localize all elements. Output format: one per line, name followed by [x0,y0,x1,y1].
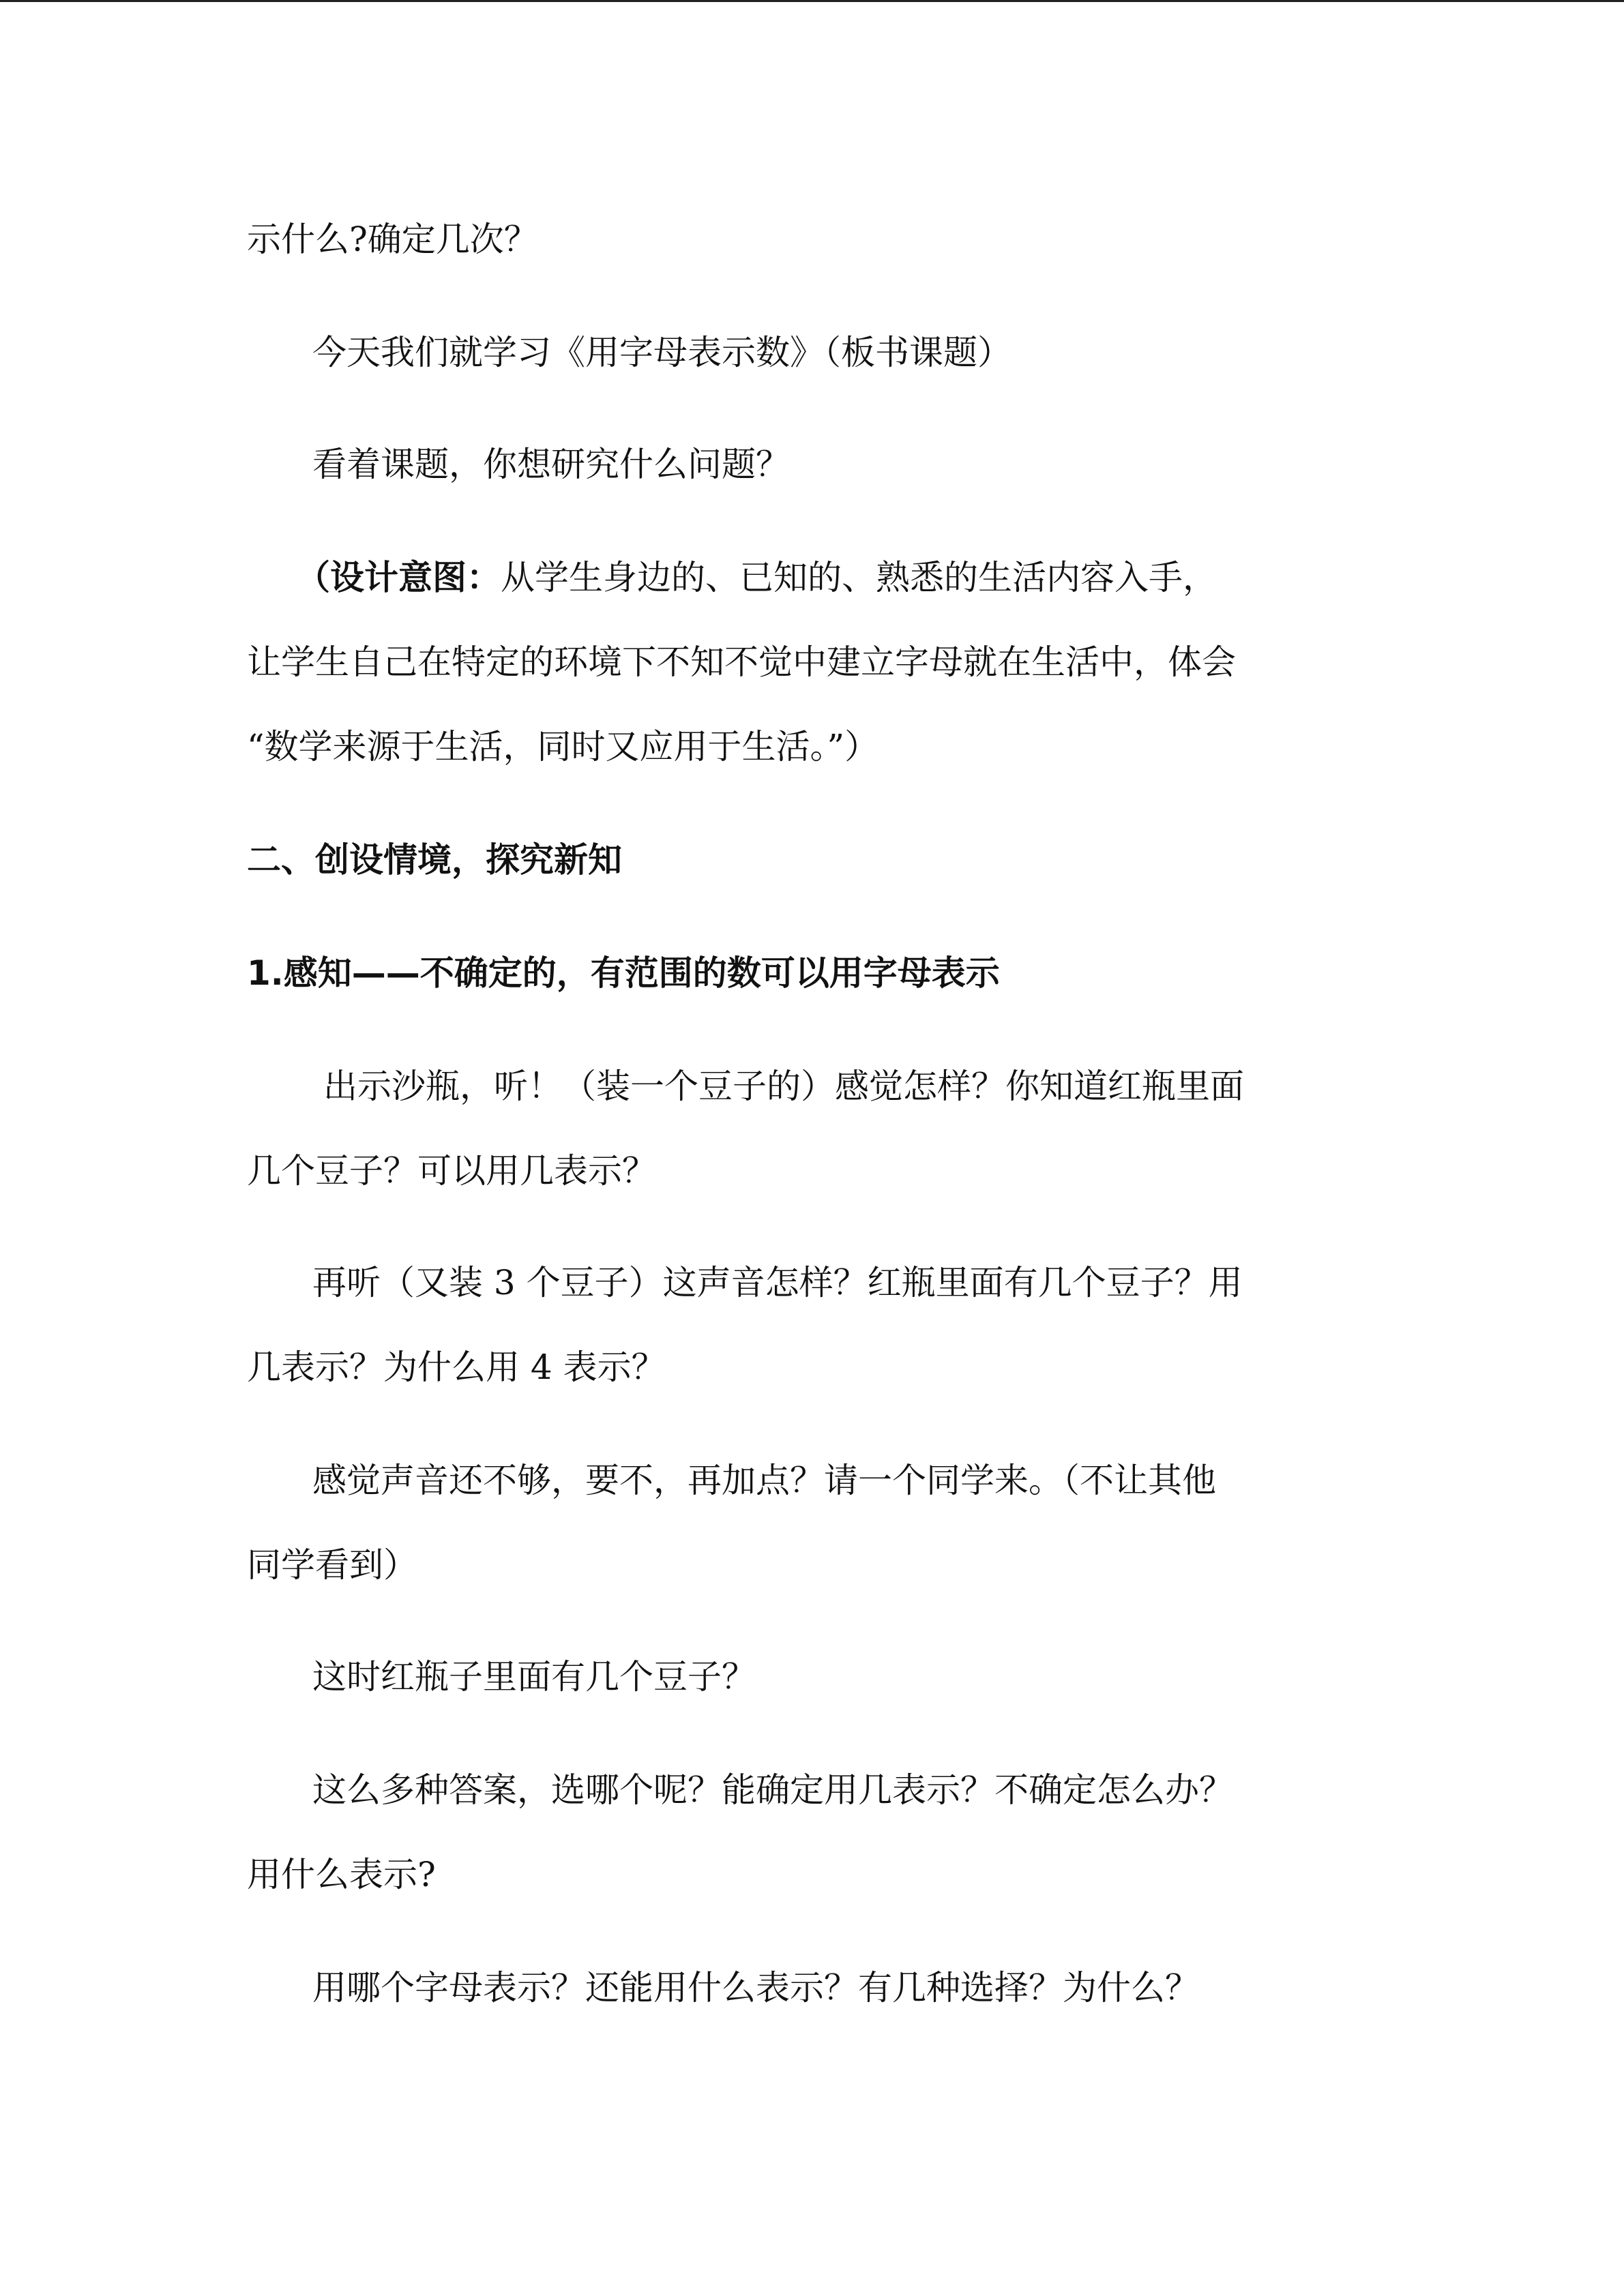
page-top-border [0,0,1624,2]
design-intent-label: （设计意图： [296,558,501,597]
paragraph-line: 出示沙瓶，听！（装一个豆子的）感觉怎样？你知道红瓶里面 [323,1067,1244,1106]
paragraph-line: 今天我们就学习《用字母表示数》（板书课题） [312,333,1012,372]
paragraph-line: 几表示？为什么用 4 表示？ [247,1347,666,1387]
paragraph-line: 看着课题，你想研究什么问题？ [312,445,790,484]
paragraph-line: “数学来源于生活，同时又应用于生活。”） [247,727,879,766]
paragraph-line: 感觉声音还不够，要不，再加点？请一个同学来。（不让其他 [312,1461,1216,1500]
paragraph-line: 几个豆子？可以用几表示？ [247,1151,656,1191]
paragraph-line: 这时红瓶子里面有几个豆子？ [312,1657,756,1697]
paragraph-line: 示什么?确定几次？ [247,220,538,259]
design-intent-line [296,556,1217,599]
paragraph-line: 用哪个字母表示？还能用什么表示？有几种选择？为什么？ [312,1968,1199,2008]
design-intent-text: 从学生身边的、已知的、熟悉的生活内容入手， [501,558,1217,597]
section-heading: 二、创设情境，探究新知 [247,840,622,880]
paragraph-line: 用什么表示? [247,1855,436,1894]
paragraph-line: 同学看到） [247,1545,417,1585]
paragraph-line: 让学生自己在特定的环境下不知不觉中建立字母就在生活中，体会 [247,642,1236,682]
paragraph-line: 这么多种答案，选哪个呢？能确定用几表示？不确定怎么办？ [312,1770,1233,1810]
subsection-heading: 1.感知——不确定的，有范围的数可以用字母表示 [247,953,1000,993]
paragraph-line: 再听（又装 3 个豆子）这声音怎样？红瓶里面有几个豆子？用 [312,1263,1243,1302]
